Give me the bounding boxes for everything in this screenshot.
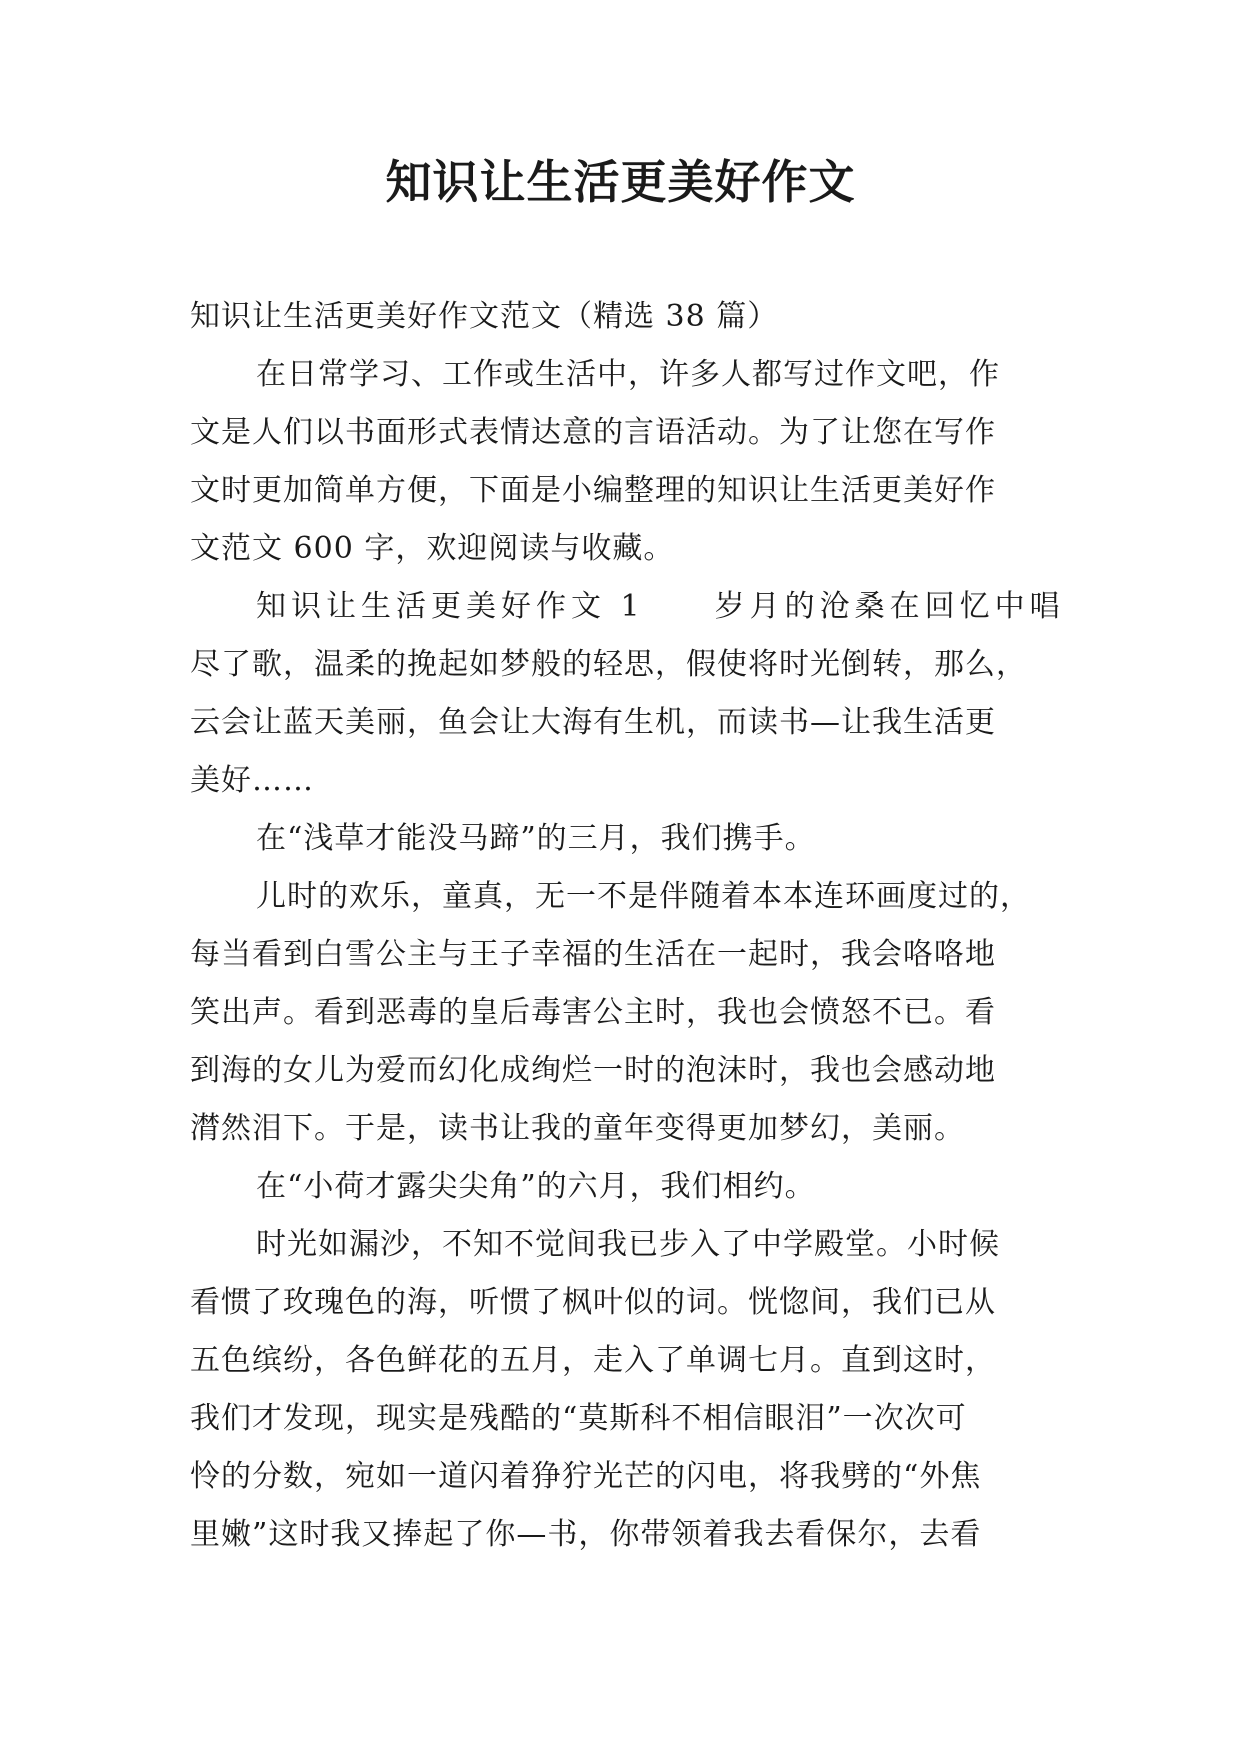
- text-line: 知识让生活更美好作文范文（精选 38 篇）: [190, 299, 779, 334]
- text-line: 在“小荷才露尖尖角”的六月，我们相约。: [256, 1169, 816, 1204]
- text-line: 到海的女儿为爱而幻化成绚烂一时的泡沫时，我也会感动地: [190, 1053, 996, 1088]
- document-title: 知识让生活更美好作文: [385, 155, 856, 209]
- text-line: 笑出声。看到恶毒的皇后毒害公主时，我也会愤怒不已。看: [190, 995, 996, 1030]
- text-line: 看惯了玫瑰色的海，听惯了枫叶似的词。恍惚间，我们已从: [190, 1285, 996, 1320]
- text-line: 文是人们以书面形式表情达意的言语活动。为了让您在写作: [190, 415, 996, 450]
- text-line: 潸然泪下。于是，读书让我的童年变得更加梦幻，美丽。: [190, 1111, 965, 1146]
- text-line: 文时更加简单方便，下面是小编整理的知识让生活更美好作: [190, 473, 996, 508]
- text-line: 在“浅草才能没马蹄”的三月，我们携手。: [256, 821, 816, 856]
- text-line: 我们才发现，现实是残酷的“莫斯科不相信眼泪”一次次可: [190, 1401, 967, 1436]
- document-body: [190, 288, 1065, 1564]
- text-line: 云会让蓝天美丽，鱼会让大海有生机，而读书—让我生活更: [190, 705, 996, 740]
- text-line: 文范文 600 字，欢迎阅读与收藏。: [190, 531, 675, 566]
- text-line: 在日常学习、工作或生活中，许多人都写过作文吧，作: [256, 357, 1000, 392]
- text-line: 尽了歌，温柔的挽起如梦般的轻思，假使将时光倒转，那么，: [190, 647, 1027, 682]
- text-line: 儿时的欢乐，童真，无一不是伴随着本本连环画度过的，: [256, 879, 1031, 914]
- text-line: 怜的分数，宛如一道闪着狰狞光芒的闪电，将我劈的“外焦: [190, 1459, 982, 1494]
- text-line: 美好……: [190, 763, 314, 798]
- text-line: 里嫩”这时我又捧起了你—书，你带领着我去看保尔，去看: [190, 1517, 982, 1552]
- text-line: 五色缤纷，各色鲜花的五月，走入了单调七月。直到这时，: [190, 1343, 996, 1378]
- text-line: 知识让生活更美好作文 1 岁月的沧桑在回忆中唱: [256, 589, 1065, 624]
- text-line: 每当看到白雪公主与王子幸福的生活在一起时，我会咯咯地: [190, 937, 996, 972]
- text-line: 时光如漏沙，不知不觉间我已步入了中学殿堂。小时候: [256, 1227, 1000, 1262]
